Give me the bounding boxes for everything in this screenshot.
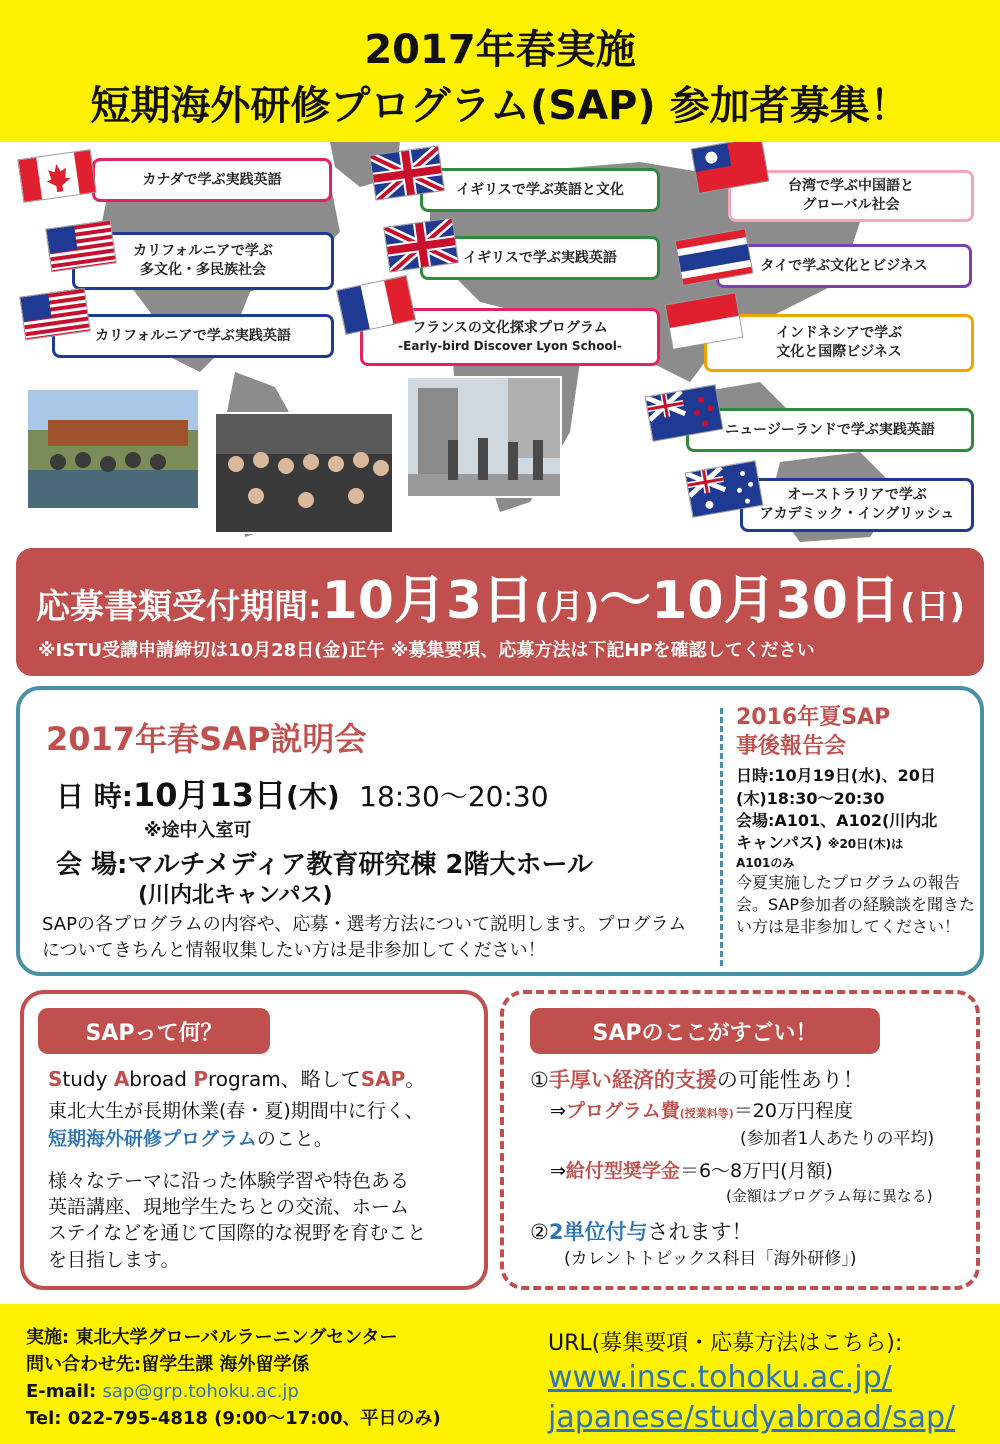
program-australia[interactable]: オーストラリアで学ぶ アカデミック・イングリッシュ [740, 478, 974, 532]
report-session-description: 今夏実施したプログラムの報告会。SAP参加者の経験談を聞きたい方は是非参加してください！ [736, 872, 976, 937]
sap-great-tab: SAPのここがすごい！ [530, 1008, 880, 1054]
late-entry-note: ※途中入室可 [144, 820, 252, 841]
info-session-title: 2017年春SAP説明会 [46, 720, 367, 758]
usa-flag-icon [45, 220, 116, 273]
program-map [0, 142, 1000, 547]
info-session-box [16, 686, 984, 976]
program-fee-note: (参加者1人あたりの平均) [740, 1129, 935, 1149]
uk-flag-icon [369, 145, 445, 200]
sap-description-line: 東北大生が長期休業(春・夏)期間中に行く、 [48, 1100, 424, 1122]
contact-office: 問い合わせ先:留学生課 海外留学係 [26, 1354, 310, 1375]
program-photo-group [214, 412, 394, 534]
info-session-description: SAPの各プログラムの内容や、応募・選考方法について説明します。プログラムについてきちんと情報収集したい方は是非参加してください！ [42, 914, 687, 962]
program-photo-street [406, 376, 562, 498]
program-indonesia[interactable]: インドネシアで学ぶ 文化と国際ビジネス [704, 314, 974, 372]
what-is-sap-tab: SAPって何？ [38, 1008, 270, 1054]
credits-note: (カレントトピックス科目「海外研修」) [564, 1249, 857, 1269]
url-heading: URL(募集要項・応募方法はこちら): [548, 1331, 903, 1356]
uk-flag-icon [383, 217, 459, 272]
report-session-title-1: 2016年夏SAP [736, 705, 891, 730]
info-session-venue: 会 場:マルチメディア教育研究棟 2階大ホール [56, 850, 593, 880]
program-uk-english[interactable]: イギリスで学ぶ実践英語 [420, 236, 660, 280]
sap-goal-text: 様々なテーマに沿った体験学習や特色ある 英語講座、現地学生たちとの交流、ホーム ステイなどを通じて国際的な視野を育むこと を目指します。 [48, 1170, 427, 1271]
scholarship-note: (金額はプログラム毎に異なる) [726, 1187, 933, 1205]
report-session-datetime: 日時:10月19日(水)、20日 (木)18:30〜20:30 会場:A101、A102(川内北 キャンパス) ※20日(木)は A101のみ [736, 766, 938, 870]
footer [0, 1304, 1000, 1444]
application-period: 応募書類受付期間:10月3日(月)〜10月30日(日) [36, 571, 966, 631]
program-newzealand[interactable]: ニュージーランドで学ぶ実践英語 [686, 408, 974, 452]
sap-definition: Study Abroad Program、略してSAP。 [48, 1067, 426, 1091]
email-link[interactable]: sap@grp.tohoku.ac.jp [102, 1381, 299, 1402]
program-taiwan[interactable]: 台湾で学ぶ中国語と グローバル社会 [728, 170, 974, 222]
info-session-campus: (川内北キャンパス) [138, 883, 333, 908]
organizer: 実施: 東北大学グローバルラーニングセンター [26, 1327, 398, 1348]
deadline-note: ※ISTU受講申請締切は10月28日(金)正午 ※募集要項、応募方法は下記HPを確認してください [38, 640, 815, 661]
program-fee: ⇒プログラム費(授業料等)＝20万円程度 [550, 1100, 853, 1122]
program-california-english[interactable]: カリフォルニアで学ぶ実践英語 [52, 314, 334, 358]
contact-info [26, 1324, 441, 1432]
info-session-date: 日 時:10月13日(木) 18:30〜20:30 [56, 776, 549, 814]
header-year: 2017年春実施 [364, 27, 636, 73]
program-france[interactable]: フランスの文化探求プログラム -Early-bird Discover Lyon School- [360, 308, 660, 366]
sap-great-box [500, 990, 980, 1290]
program-photo-garden [26, 388, 200, 510]
email-line: E-mail: sap@grp.tohoku.ac.jp [26, 1381, 299, 1402]
scholarship: ⇒給付型奨学金＝6〜8万円(月額) [550, 1160, 833, 1182]
url-link-line-2[interactable]: japanese/studyabroad/sap/ [548, 1400, 956, 1435]
application-period-banner [16, 548, 984, 676]
report-session [736, 704, 976, 939]
report-session-title-2: 事後報告会 [736, 733, 847, 759]
sap-description-line: 短期海外研修プログラムのこと。 [48, 1128, 333, 1150]
what-is-sap-box [20, 990, 488, 1290]
benefit-credits: ②2単位付与されます！ [530, 1220, 753, 1244]
header-banner [0, 0, 1000, 142]
usa-flag-icon [19, 288, 90, 341]
url-link-line-1[interactable]: www.insc.tohoku.ac.jp/ [548, 1360, 892, 1395]
program-uk-culture[interactable]: イギリスで学ぶ英語と文化 [420, 168, 660, 212]
header-title: 短期海外研修プログラム(SAP) 参加者募集！ [90, 83, 910, 129]
program-california-multicultural[interactable]: カリフォルニアで学ぶ 多文化・多民族社会 [72, 232, 334, 290]
program-thailand[interactable]: タイで学ぶ文化とビジネス [716, 244, 972, 288]
benefit-financial: ①手厚い経済的支援の可能性あり！ [530, 1068, 864, 1092]
program-canada[interactable]: カナダで学ぶ実践英語 [92, 158, 332, 202]
tel-line: Tel: 022-795-4818 (9:00〜17:00、平日のみ) [26, 1408, 441, 1429]
divider [720, 708, 723, 966]
